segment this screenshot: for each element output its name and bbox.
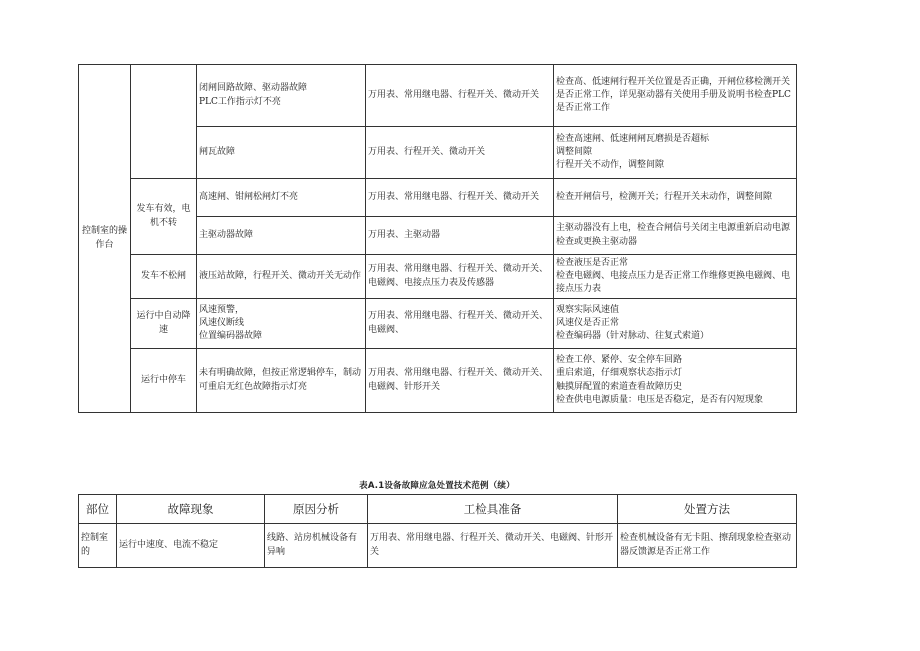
cell-tools-line: 万用表、常用继电器、行程开关、微动开关 bbox=[368, 191, 540, 202]
cell-tools bbox=[366, 255, 554, 299]
cell-tools-line: 万用表、常用继电器、行程开关、微动开关、电磁阀、针形开关 bbox=[368, 368, 549, 392]
cell-method-line: 重启索道，仔细观察状态指示灯 bbox=[556, 368, 683, 379]
cell-cause-line: 风速预警， bbox=[199, 304, 245, 315]
cell-cause: 线路、站房机械设备有异响 bbox=[265, 524, 368, 568]
cell-cause-line: 位置编码器故障 bbox=[199, 331, 263, 342]
table-row bbox=[79, 179, 797, 217]
cell-cause-line: 高速闸、钳闸松闸灯不亮 bbox=[199, 191, 299, 202]
cell-method bbox=[554, 65, 797, 127]
cell-cause-line: 闭闸回路故障、驱动器故障 bbox=[199, 83, 308, 94]
cell-cause-line: 风速仪断线 bbox=[199, 317, 245, 328]
cell-cause bbox=[197, 127, 366, 179]
cell-method-line: 检查工停、紧停、安全停车回路 bbox=[556, 355, 683, 366]
cell-cause bbox=[197, 349, 366, 413]
cell-cause bbox=[197, 299, 366, 349]
cell-tools bbox=[366, 65, 554, 127]
cell-tools bbox=[366, 217, 554, 255]
cell-method-line: 行程开关不动作，调整间隙 bbox=[556, 160, 665, 171]
cell-method-line: 调整间隙 bbox=[556, 146, 593, 157]
cell-cause-line: 未有明确故障，但按正常逻辑停车，制动可重启无红色故障指示灯亮 bbox=[199, 368, 362, 392]
cell-method bbox=[554, 349, 797, 413]
cell-cause bbox=[197, 255, 366, 299]
cell-method-line: 检查编码器（针对脉动、往复式索道） bbox=[556, 331, 710, 342]
cell-tools bbox=[366, 179, 554, 217]
cell-cause-line: 闸瓦故障 bbox=[199, 146, 236, 157]
cell-method-line: 检查高、低速闸行程开关位置是否正确，开闸位移检测开关是否正常工作，详见驱动器有关使用手册及说明书检查PLC是否正常工作 bbox=[556, 76, 791, 114]
cell-tools: 万用表、常用继电器、行程开关、微动开关、电磁阀、针形开关 bbox=[368, 524, 618, 568]
cell-cause bbox=[197, 179, 366, 217]
cell-cause bbox=[197, 65, 366, 127]
table-caption: 表A.1设备故障应急处置技术范例（续） bbox=[359, 481, 515, 491]
cell-tools-line: 万用表、常用继电器、行程开关、微动开关、电磁阀、电接点压力表及传感器 bbox=[368, 264, 549, 288]
cell-phenomenon: 发车有效，电机不转 bbox=[131, 179, 197, 255]
fault-table-bottom bbox=[78, 494, 797, 568]
header-cause: 原因分析 bbox=[265, 495, 368, 524]
cell-tools bbox=[366, 127, 554, 179]
cell-tools-line: 万用表、常用继电器、行程开关、微动开关 bbox=[368, 89, 540, 100]
cell-method-line: 检查电磁阀、电接点压力是否正常工作维修更换电磁阀、电接点压力表 bbox=[556, 270, 791, 295]
cell-method-line: 触摸屏配置的索道查看故障历史 bbox=[556, 381, 683, 392]
cell-phenomenon bbox=[131, 65, 197, 179]
table-header-row bbox=[79, 495, 797, 524]
cell-phenomenon: 运行中速度、电流不稳定 bbox=[117, 524, 265, 568]
header-method: 处置方法 bbox=[618, 495, 797, 524]
cell-cause-line: 主驱动器故障 bbox=[199, 229, 254, 240]
cell-tools-line: 万用表、行程开关、微动开关 bbox=[368, 146, 486, 157]
cell-method bbox=[554, 299, 797, 349]
cell-method-line: 观察实际风速值 bbox=[556, 304, 620, 315]
header-tools: 工检具准备 bbox=[368, 495, 618, 524]
cell-tools bbox=[366, 349, 554, 413]
cell-method bbox=[554, 179, 797, 217]
cell-phenomenon: 运行中自动降速 bbox=[131, 299, 197, 349]
cell-method: 检查机械设备有无卡阻、擦刮现象检查驱动器反馈源是否正常工作 bbox=[618, 524, 797, 568]
cell-method bbox=[554, 255, 797, 299]
fault-table-continued-top bbox=[78, 64, 797, 413]
cell-method-line: 检查液压是否正常 bbox=[556, 257, 629, 268]
cell-method-line: 检查供电电源质量：电压是否稳定，是否有闪短现象 bbox=[556, 394, 764, 405]
cell-method bbox=[554, 217, 797, 255]
table-row bbox=[79, 65, 797, 127]
cell-phenomenon: 发车不松闸 bbox=[131, 255, 197, 299]
header-department: 部位 bbox=[79, 495, 117, 524]
cell-tools-line: 万用表、主驱动器 bbox=[368, 229, 441, 240]
cell-cause-line: PLC工作指示灯不亮 bbox=[199, 96, 281, 107]
cell-cause bbox=[197, 217, 366, 255]
cell-cause-line: 液压站故障，行程开关、微动开关无动作 bbox=[199, 270, 362, 281]
cell-method-line: 主驱动器没有上电，检查合闸信号关闭主电源重新启动电源检查或更换主驱动器 bbox=[556, 223, 791, 247]
cell-department: 控制室的操作台 bbox=[79, 65, 131, 413]
cell-tools-line: 万用表、常用继电器、行程开关、微动开关、电磁阀、 bbox=[368, 311, 549, 335]
cell-phenomenon: 运行中停车 bbox=[131, 349, 197, 413]
table-row bbox=[79, 299, 797, 349]
cell-method-line: 检查高速闸、低速闸闸瓦磨损是否超标 bbox=[556, 133, 710, 144]
cell-method bbox=[554, 127, 797, 179]
cell-method-line: 检查开闸信号，检测开关；行程开关未动作，调整间隙 bbox=[556, 191, 773, 202]
table-row bbox=[79, 255, 797, 299]
cell-method-line: 风速仪是否正常 bbox=[556, 317, 620, 328]
cell-department: 控制室的 bbox=[79, 524, 117, 568]
header-phenomenon: 故障现象 bbox=[117, 495, 265, 524]
cell-tools bbox=[366, 299, 554, 349]
table-row bbox=[79, 349, 797, 413]
table-row bbox=[79, 524, 797, 568]
